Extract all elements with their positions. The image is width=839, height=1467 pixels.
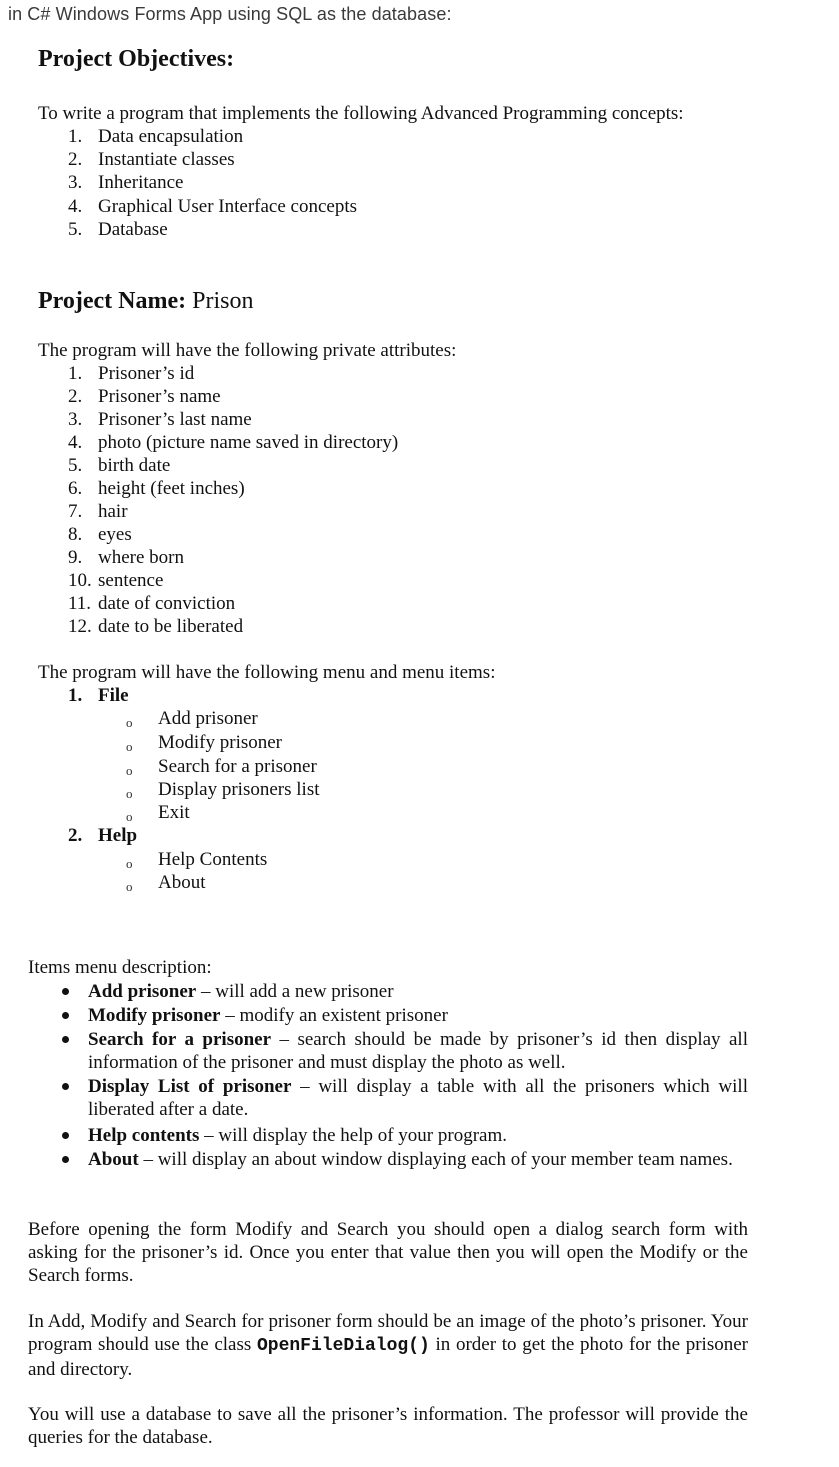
circle-bullet-icon: o <box>126 786 133 801</box>
description-item: Add prisoner – will add a new prisoner <box>88 981 394 1002</box>
project-name-label: Project Name: <box>38 288 187 314</box>
file-menu-item: Search for a prisoner <box>158 756 317 777</box>
attribute-item: 1. Prisoner’s id <box>68 363 195 384</box>
objective-item: 1. Data encapsulation <box>68 126 244 147</box>
image-paragraph: In Add, Modify and Search for prisoner form should be an image of the photo’s prisoner. Your program should use the class OpenFileDialog() in order to get the photo for the prisoner and directory. <box>28 1311 748 1380</box>
objectives-heading: Project Objectives: <box>38 46 235 72</box>
attribute-item: 9. where born <box>68 547 184 568</box>
attribute-item: 10. sentence <box>68 570 164 591</box>
description-item: Search for a prisoner – search should be made by prisoner’s id then display all information of the prisoner and must display the photo as well. <box>88 1029 748 1073</box>
descriptions-intro: Items menu description: <box>28 957 212 978</box>
objectives-intro: To write a program that implements the following Advanced Programming concepts: <box>38 103 684 124</box>
attribute-item: 5. birth date <box>68 455 171 476</box>
bullet-icon <box>62 1132 69 1139</box>
objective-item: 2. Instantiate classes <box>68 149 235 170</box>
dialog-paragraph: Before opening the form Modify and Search you should open a dialog search form with asking for the prisoner’s id. Once you enter that value then you will open the Modify or the Search forms. <box>28 1219 748 1286</box>
help-menu-item: About <box>158 872 206 893</box>
file-menu-item: Modify prisoner <box>158 732 283 753</box>
menu-file-label: 1. File <box>68 685 129 706</box>
file-menu-item: Display prisoners list <box>158 779 320 800</box>
description-item: Display List of prisoner – will display a table with all the prisoners which will liberated after a date. <box>88 1076 748 1120</box>
attributes-intro: The program will have the following private attributes: <box>38 340 457 361</box>
attribute-item: 7. hair <box>68 501 128 522</box>
objective-item: 5. Database <box>68 219 168 240</box>
attribute-item: 4. photo (picture name saved in directory) <box>68 432 399 453</box>
description-item: About – will display an about window displaying each of your member team names. <box>88 1149 733 1170</box>
objective-item: 3. Inheritance <box>68 172 184 193</box>
circle-bullet-icon: o <box>126 739 133 754</box>
attribute-item: 11. date of conviction <box>68 593 236 614</box>
attribute-item: 6. height (feet inches) <box>68 478 245 499</box>
bullet-icon <box>62 1083 69 1090</box>
circle-bullet-icon: o <box>126 879 133 894</box>
attribute-item: 8. eyes <box>68 524 132 545</box>
bullet-icon <box>62 988 69 995</box>
bullet-icon <box>62 1156 69 1163</box>
project-name-heading <box>38 288 254 315</box>
file-menu-item: Exit <box>158 802 190 823</box>
bullet-icon <box>62 1012 69 1019</box>
help-menu-item: Help Contents <box>158 849 268 870</box>
attribute-item: 12. date to be liberated <box>68 616 244 637</box>
attribute-item: 3. Prisoner’s last name <box>68 409 252 430</box>
code-class-name: OpenFileDialog() <box>256 1336 430 1356</box>
menu-help-label: 2. Help <box>68 825 138 846</box>
project-name-value: Prison <box>192 288 254 314</box>
menu-intro: The program will have the following menu and menu items: <box>38 662 496 683</box>
circle-bullet-icon: o <box>126 856 133 871</box>
question-text: in C# Windows Forms App using SQL as the database: <box>8 4 452 24</box>
description-item: Modify prisoner – modify an existent prisoner <box>88 1005 448 1026</box>
file-menu-item: Add prisoner <box>158 708 258 729</box>
circle-bullet-icon: o <box>126 809 133 824</box>
objective-item: 4. Graphical User Interface concepts <box>68 196 357 217</box>
bullet-icon <box>62 1036 69 1043</box>
circle-bullet-icon: o <box>126 763 133 778</box>
database-paragraph: You will use a database to save all the prisoner’s information. The professor will provide the queries for the database. <box>28 1404 748 1448</box>
circle-bullet-icon: o <box>126 715 133 730</box>
description-item: Help contents – will display the help of your program. <box>88 1125 507 1146</box>
attribute-item: 2. Prisoner’s name <box>68 386 221 407</box>
